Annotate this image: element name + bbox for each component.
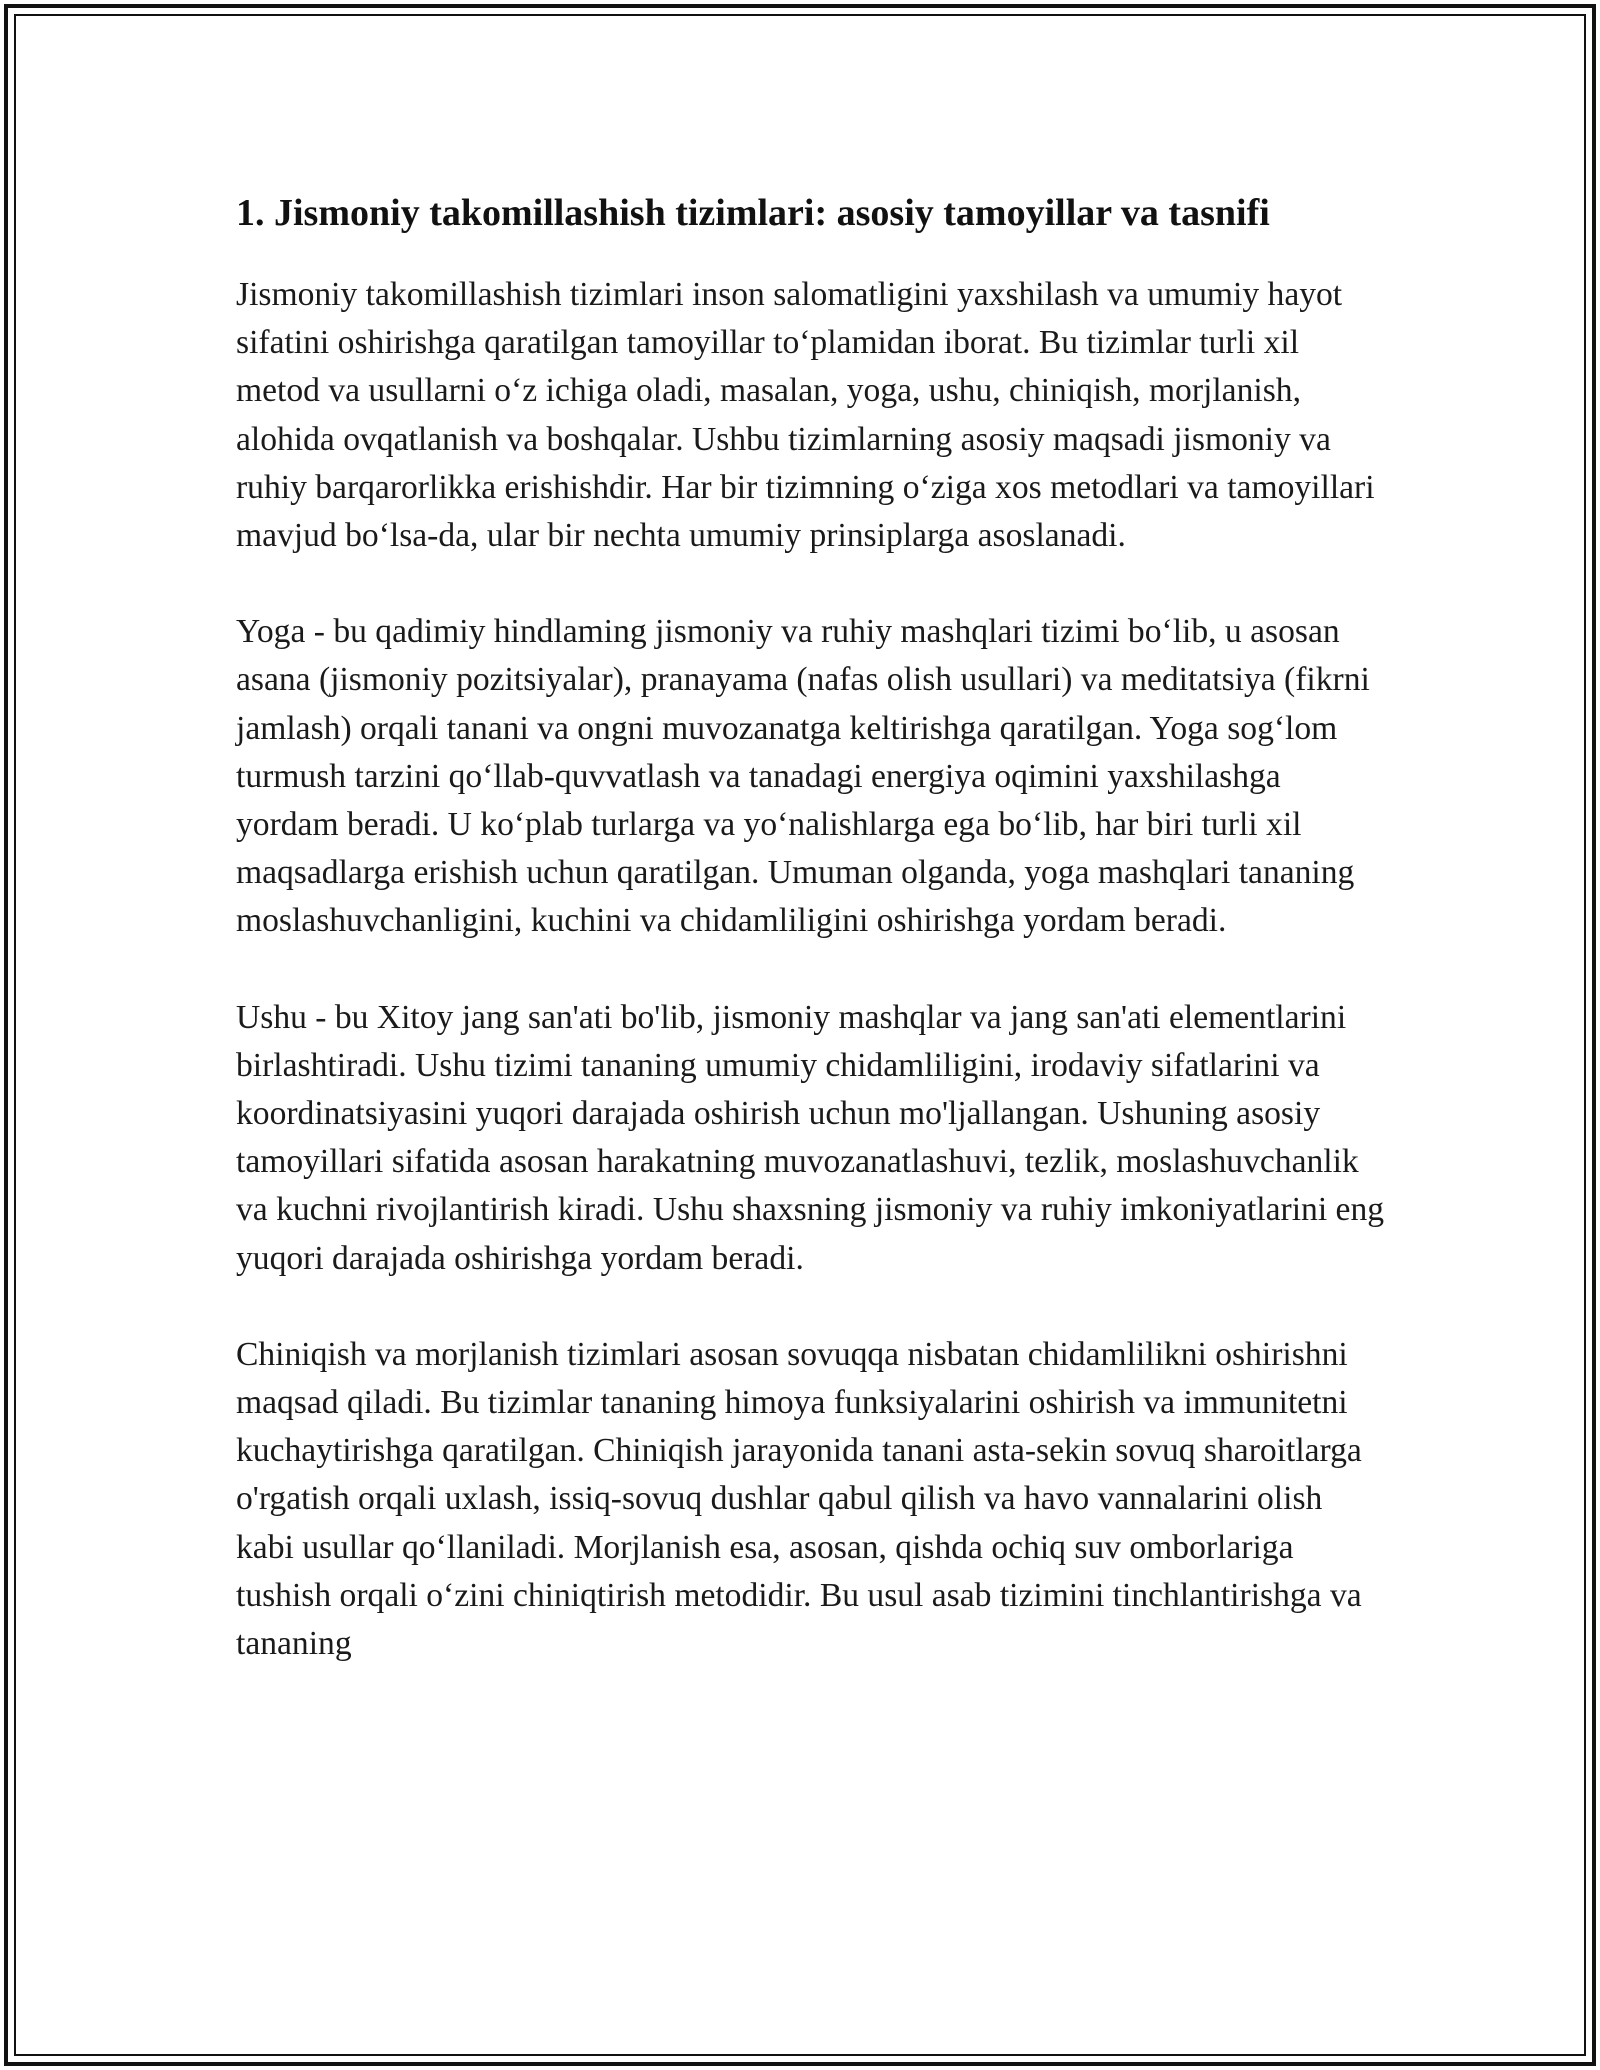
section-heading: 1. Jismoniy takomillashish tizimlari: asosiy tamoyillar va tasnifi — [236, 192, 1270, 234]
paragraph-yoga: Yoga - bu qadimiy hindlaming jismoniy va ruhiy mashqlari tizimi bo‘lib, u asosan asana (jismoniy pozitsiyalar), pranayama (nafas olish usullari) va meditatsiya (fikrni jamlash) orqali tanani va ongni muvozanatga keltirishga qaratilgan. Yoga sog‘lom turmush tarzini qo‘llab-quvvatlash va tanadagi energiya oqimini yaxshilashga yordam beradi. U ko‘plab turlarga va yo‘nalishlarga ega bo‘lib, har biri turli xil maqsadlarga erishish uchun qaratilgan. Umuman olganda, yoga mashqlari tananing moslashuvchanligini, kuchini va chidamliligini oshirishga yordam beradi. — [236, 613, 1370, 940]
paragraph-chiniqish: Chiniqish va morjlanish tizimlari asosan sovuqqa nisbatan chidamlilikni oshirishni maqsad qiladi. Bu tizimlar tananing himoya funksiyalarini oshirish va immunitetni kuchaytirishga qaratilgan. Chiniqish jarayonida tanani asta-sekin sovuq sharoitlarga o'rgatish orqali uxlash, issiq-sovuq dushlar qabul qilish va havo vannalarini olish kabi usullar qo‘llaniladi. Morjlanish esa, asosan, qishda ochiq suv omborlariga tushish orqali o‘zini chiniqtirish metodidir. Bu usul asab tizimini tinchlantirishga va tananing — [236, 1335, 1362, 1663]
paragraph-intro: Jismoniy takomillashish tizimlari inson salomatligini yaxshilash va umumiy hayot sifatini oshirishga qaratilgan tamoyillar to‘plamidan iborat. Bu tizimlar turli xil metod va usullarni o‘z ichiga oladi, masalan, yoga, ushu, chiniqish, morjlanish, alohida ovqatlanish va boshqalar. Ushbu tizimlarning asosiy maqsadi jismoniy va ruhiy barqarorlikka erishishdir. Har bir tizimning o‘ziga xos metodlari va tamoyillari mavjud bo‘lsa-da, ular bir nechta umumiy prinsiplarga asoslanadi. — [236, 276, 1375, 555]
paragraph-ushu: Ushu - bu Xitoy jang san'ati bo'lib, jismoniy mashqlar va jang san'ati elementlarini birlashtiradi. Ushu tizimi tananing umumiy chidamliligini, irodaviy sifatlarini va koordinatsiyasini yuqori darajada oshirish uchun mo'ljallangan. Ushuning asosiy tamoyillari sifatida asosan harakatning muvozanatlashuvi, tezlik, moslashuvchanlik va kuchni rivojlantirish kiradi. Ushu shaxsning jismoniy va ruhiy imkoniyatlarini eng yuqori darajada oshirishga yordam beradi. — [236, 998, 1385, 1277]
document-body — [236, 186, 1386, 1716]
